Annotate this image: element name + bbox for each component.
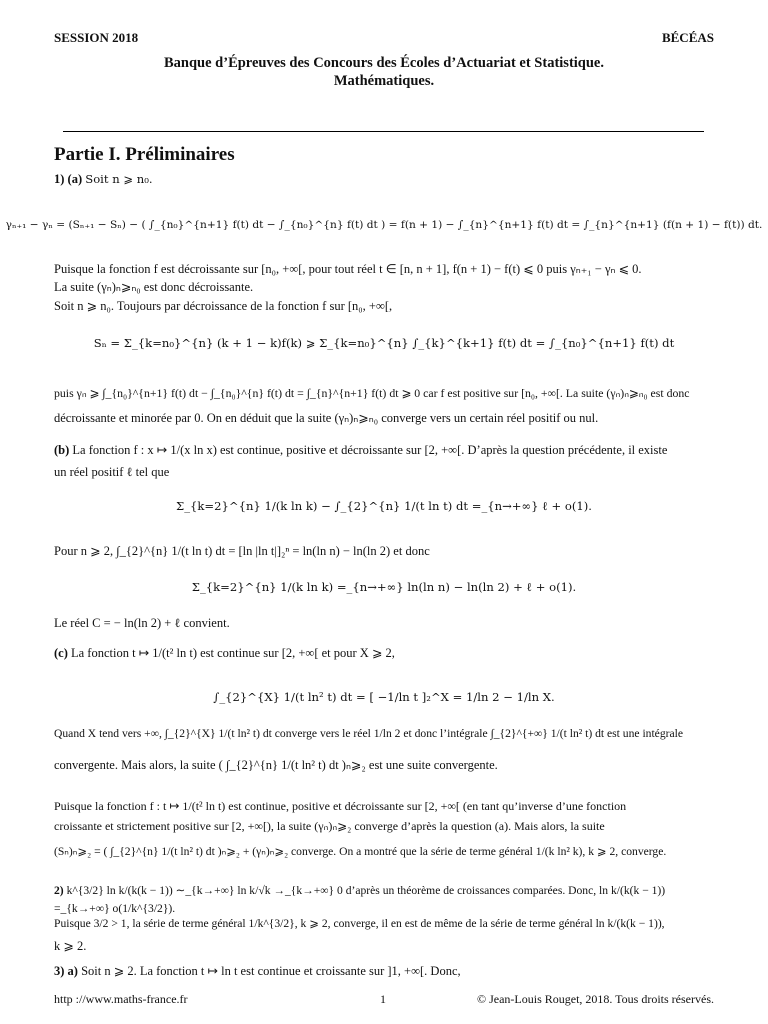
paragraph-7-line3: (Sₙ)ₙ⩾₂ = ( ∫_{2}^{n} 1/(t ln² t) dt )ₙ⩾₂ + (γₙ)ₙ⩾₂ converge. On a montré que la série de terme général 1/(k ln² k), k ⩾ 2, converge. — [54, 845, 667, 858]
paragraph-3-line1: puis γₙ ⩾ ∫_{n₀}^{n+1} f(t) dt − ∫_{n₀}^{n} f(t) dt = ∫_{n}^{n+1} f(t) dt ⩾ 0 car f est positive sur [n₀, +∞[. La suite (γₙ)ₙ⩾ₙ₀ est donc — [54, 386, 690, 400]
question-1c-text: La fonction t ↦ 1/(t² ln t) est continue sur [2, +∞[ et pour X ⩾ 2, — [71, 646, 395, 660]
paragraph-7-line1: Puisque la fonction f : t ↦ 1/(t² ln t) est continue, positive et décroissante sur [2, +∞[ (en tant qu’inverse d’une fonction — [54, 799, 627, 813]
question-1b-line2: un réel positif ℓ tel que — [54, 465, 170, 479]
page-number: 1 — [380, 992, 386, 1006]
question-label: 1) (a) — [54, 172, 83, 186]
equation-1: γₙ₊₁ − γₙ = (Sₙ₊₁ − Sₙ) − ( ∫_{n₀}^{n+1} f(t) dt − ∫_{n₀}^{n} f(t) dt ) = f(n + 1) − ∫_{n}^{n+1} f(t) dt = ∫_{n}^{n+1} (f(n + 1) − f(t)) dt. — [5, 219, 763, 231]
question-1a — [54, 170, 716, 188]
question-label: 3) a) — [54, 964, 78, 978]
equation-5: ∫_{2}^{X} 1/(t ln² t) dt = [ −1/ln t ]₂^X = 1/ln 2 − 1/ln X. — [213, 690, 555, 704]
becas-label: BÉCÉAS — [661, 30, 714, 45]
question-1b-line1 — [54, 441, 716, 459]
equation-2: Sₙ = Σ_{k=n₀}^{n} (k + 1 − k)f(k) ⩾ Σ_{k=n₀}^{n} ∫_{k}^{k+1} f(t) dt = ∫_{n₀}^{n+1} f(t) dt — [93, 336, 675, 350]
document-title-line2: Mathématiques. — [333, 73, 435, 89]
paragraph-6-line2: convergente. Mais alors, la suite ( ∫_{2}^{n} 1/(t ln² t) dt )ₙ⩾₂ est une suite convergente. — [54, 758, 498, 772]
paragraph-2: Soit n ⩾ n₀. Toujours par décroissance de la fonction f sur [n₀, +∞[, — [54, 299, 393, 313]
question-2-text: k^{3/2} ln k/(k(k − 1)) ∼_{k→+∞} ln k/√k →_{k→+∞} 0 d’après un théorème de croissances comparées. Donc, ln k/(k(k − 1)) =_{k→+∞} o(1/k^{3/2}). — [54, 884, 666, 915]
paragraph-1-line2: La suite (γₙ)ₙ⩾ₙ₀ est donc décroissante. — [54, 280, 254, 294]
equation-3: Σ_{k=2}^{n} 1/(k ln k) − ∫_{2}^{n} 1/(t ln t) dt =_{n→+∞} ℓ + o(1). — [176, 499, 592, 513]
question-3a — [54, 962, 716, 980]
paragraph-6-line1: Quand X tend vers +∞, ∫_{2}^{X} 1/(t ln² t) dt converge vers le réel 1/ln 2 et donc l’intégrale ∫_{2}^{+∞} 1/(t ln² t) dt est une intégrale — [54, 727, 684, 740]
section-heading: Partie I. Préliminaires — [54, 144, 235, 165]
equation-4: Σ_{k=2}^{n} 1/(k ln k) =_{n→+∞} ln(ln n) − ln(ln 2) + ℓ + o(1). — [191, 580, 577, 594]
question-2-line1 — [54, 882, 716, 918]
footer-url[interactable]: http ://www.maths-france.fr — [54, 992, 188, 1006]
paragraph-4: Pour n ⩾ 2, ∫_{2}^{n} 1/(t ln t) dt = [ln |ln t|]₂ⁿ = ln(ln n) − ln(ln 2) et donc — [54, 544, 430, 558]
footer-copyright: © Jean-Louis Rouget, 2018. Tous droits réservés. — [476, 992, 714, 1006]
session-label: SESSION 2018 — [54, 30, 139, 45]
question-2-line3: k ⩾ 2. — [54, 939, 87, 953]
question-1c — [54, 644, 716, 662]
question-label: (c) — [54, 646, 68, 660]
title-divider — [63, 131, 704, 132]
document-title-line1: Banque d’Épreuves des Concours des Écoles d’Actuariat et Statistique. — [164, 55, 604, 71]
question-3a-text: Soit n ⩾ 2. La fonction t ↦ ln t est continue et croissante sur ]1, +∞[. Donc, — [81, 964, 461, 978]
paragraph-7-line2: croissante et strictement positive sur [2, +∞[), la suite (γₙ)ₙ⩾₂ converge d’après la question (a). Mais alors, la suite — [54, 819, 605, 833]
paragraph-1-line1: Puisque la fonction f est décroissante sur [n₀, +∞[, pour tout réel t ∈ [n, n + 1], f(n + 1) − f(t) ⩽ 0 puis γₙ₊₁ − γₙ ⩽ 0. — [54, 262, 642, 276]
question-label: (b) — [54, 443, 70, 457]
paragraph-5: Le réel C = − ln(ln 2) + ℓ convient. — [54, 616, 230, 630]
math-inline: Soit n ⩾ n₀. — [85, 172, 153, 186]
question-2-line2: Puisque 3/2 > 1, la série de terme général 1/k^{3/2}, k ⩾ 2, converge, il en est de même de la série de terme général ln k/(k(k − 1)), — [54, 917, 665, 930]
question-1b-text: La fonction f : x ↦ 1/(x ln x) est continue, positive et décroissante sur [2, +∞[. D’après la question précédente, il existe — [72, 443, 668, 457]
question-label: 2) — [54, 884, 64, 897]
paragraph-3-line2: décroissante et minorée par 0. On en déduit que la suite (γₙ)ₙ⩾ₙ₀ converge vers un certain réel positif ou nul. — [54, 411, 599, 425]
